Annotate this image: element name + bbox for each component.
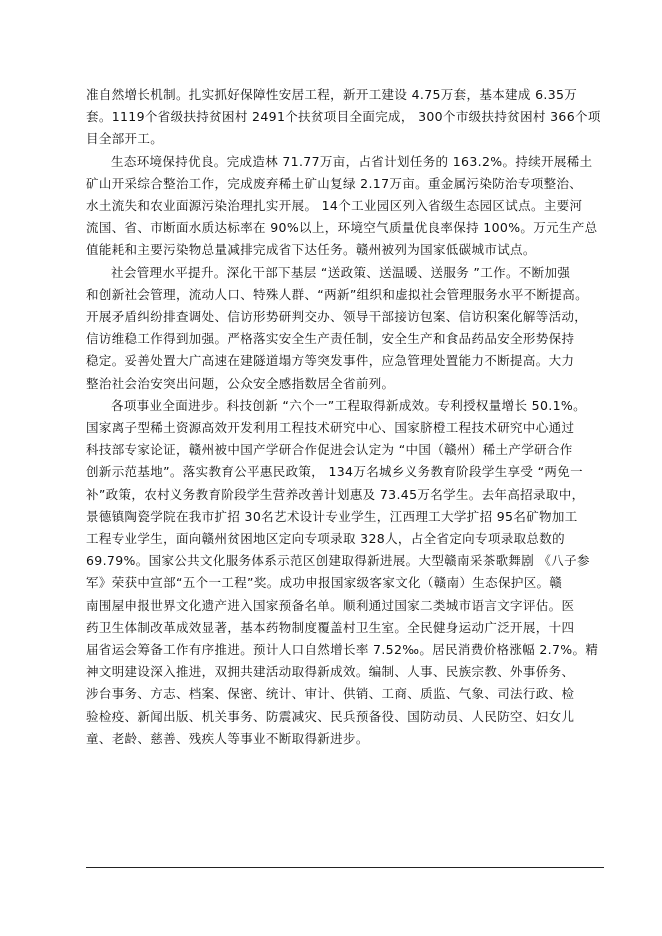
text-line: 信访维稳工作得到加强。严格落实安全生产责任制，安全生产和食品药品安全形势保持 [86, 331, 575, 347]
text-line: 目全部开工。 [86, 131, 164, 147]
text-line: 流国、省、市断面水质达标率在 90%以上，环境空气质量优良率保持 100%。万元生产总 [86, 220, 598, 236]
text-line: 矿山开采综合整治工作，完成废弃稀土矿山复绿 2.17万亩。重金属污染防治专项整治、 [86, 175, 583, 191]
paragraph-first-line: 各项事业全面进步。科技创新 “六个一”工程取得新成效。专利授权量增长 50.1%。 [111, 397, 586, 413]
text-line: 开展矛盾纠纷排查调处、信访形势研判交办、领导干部接访包案、信访积案化解等活动， [86, 309, 588, 324]
text-line: 神文明建设深入推进，双拥共建活动取得新成效。编制、人事、民族宗教、外事侨务、 [86, 664, 575, 680]
paragraph-first-line: 社会管理水平提升。深化干部下基层 “送政策、送温暖、送服务 ”工作。不断加强 [111, 264, 571, 280]
text-line: 准自然增长机制。扎实抓好保障性安居工程，新开工建设 4.75万套，基本建成 6.35万 [86, 87, 578, 102]
text-line: 稳定。妥善处置大广高速在建隧道塌方等突发事件，应急管理处置能力不断提高。大力 [86, 353, 575, 369]
text-line: 验检疫、新闻出版、机关事务、防震减灾、民兵预备役、国防动员、人民防空、妇女儿 [86, 708, 575, 724]
text-line: 童、老龄、慈善、残疾人等事业不断取得新进步。 [86, 730, 369, 746]
paragraph-first-line: 生态环境保持优良。完成造林 71.77万亩，占省计划任务的 163.2%。持续开展稀土 [111, 153, 593, 169]
text-line: 69.79%。国家公共文化服务体系示范区创建取得新进展。大型赣南采茶歌舞剧 《八子参 [86, 553, 590, 569]
text-line: 工程专业学生，面向赣州贫困地区定向专项录取 328人，占全省定向专项录取总数的 [86, 531, 565, 546]
text-line: 值能耗和主要污染物总量减排完成省下达任务。赣州被列为国家低碳城市试点。 [86, 242, 536, 258]
text-line: 涉台事务、方志、档案、保密、统计、审计、供销、工商、质监、气象、司法行政、检 [86, 686, 575, 702]
text-line: 科技部专家论证，赣州被中国产学研合作促进会认定为 “中国（赣州）稀土产学研合作 [86, 442, 573, 458]
text-line: 国家离子型稀土资源高效开发利用工程技术研究中心、国家脐橙工程技术研究中心通过 [86, 420, 575, 435]
text-line: 军》荣获中宣部“五个一工程”奖。成功申报国家级客家文化（赣南）生态保护区。赣 [86, 575, 563, 591]
text-line: 水土流失和农业面源污染治理扎实开展。 14个工业园区列入省级生态园区试点。主要河 [86, 198, 583, 213]
text-line: 届省运会筹备工作有序推进。预计人口自然增长率 7.52‰。居民消费价格涨幅 2.7%。精 [86, 642, 599, 657]
text-line: 药卫生体制改革成效显著，基本药物制度覆盖村卫生室。全民健身运动广泛开展，十四 [86, 619, 575, 635]
text-line: 创新示范基地”。落实教育公平惠民政策， 134万名城乡义务教育阶段学生享受 “两免一 [86, 464, 583, 480]
text-line: 套。1119个省级扶持贫困村 2491个扶贫项目全面完成， 300个市级扶持贫困村 366个项 [86, 109, 601, 125]
text-line: 和创新社会管理，流动人口、特殊人群、“两新”组织和虚拟社会管理服务水平不断提高。 [86, 286, 588, 302]
text-line: 南围屋申报世界文化遗产进入国家预备名单。顺利通过国家二类城市语言文字评估。医 [86, 597, 575, 613]
text-line: 整治社会治安突出问题，公众安全感指数居全省前列。 [86, 375, 395, 391]
text-line: 景德镇陶瓷学院在我市扩招 30名艺术设计专业学生，江西理工大学扩招 95名矿物加工 [86, 508, 578, 524]
footer-rule [86, 867, 604, 868]
text-line: 补”政策，农村义务教育阶段学生营养改善计划惠及 73.45万名学生。去年高招录取中， [86, 486, 585, 502]
